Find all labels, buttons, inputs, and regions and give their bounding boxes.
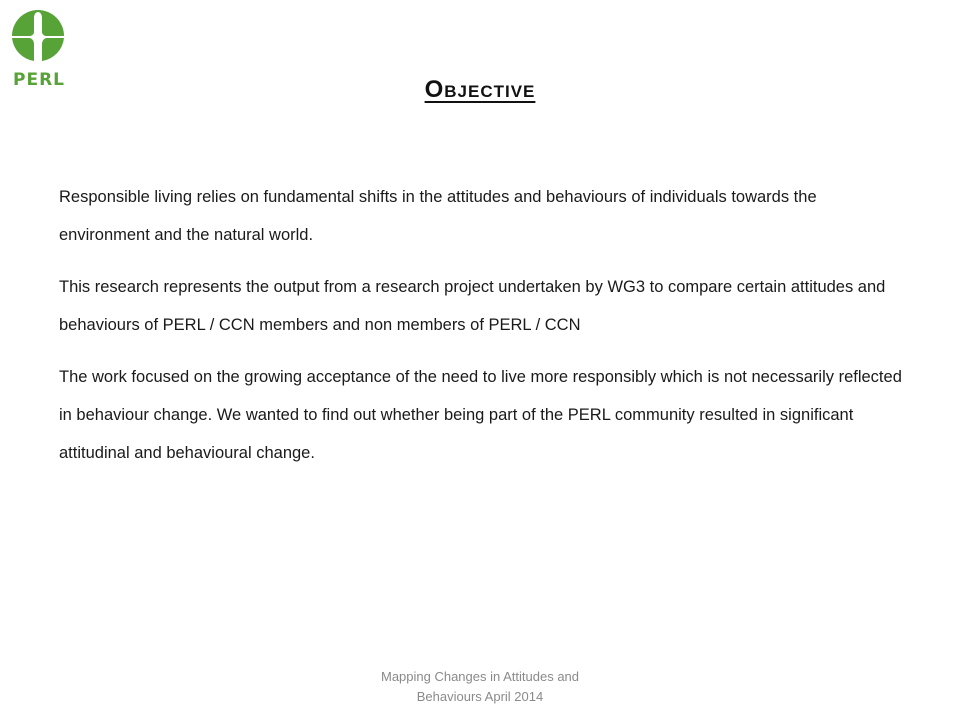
paragraph-work-focus: The work focused on the growing acceptance of the need to live more responsibly which is not necessarily reflected in behaviour change. We wanted to find out whether being part of the PERL community resulted in significant attitudinal and behavioural change.: [59, 368, 902, 462]
slide-footer: [0, 667, 960, 707]
logo-text: PERL: [13, 70, 65, 90]
footer-line-1: Mapping Changes in Attitudes and: [380, 669, 580, 684]
slide-title-text: Objective: [424, 76, 536, 103]
paragraph-research-output: This research represents the output from a research project undertaken by WG3 to compare certain attitudes and behaviours of PERL / CCN members and non members of PERL / CCN: [59, 278, 886, 334]
footer-line-2: Behaviours April 2014: [416, 689, 544, 704]
slide-body: [59, 178, 909, 486]
perl-leaf-icon: [10, 8, 66, 64]
paragraph-responsible-living: Responsible living relies on fundamental shifts in the attitudes and behaviours of individuals towards the environment and the natural world.: [59, 188, 817, 244]
slide-title: [0, 76, 960, 104]
